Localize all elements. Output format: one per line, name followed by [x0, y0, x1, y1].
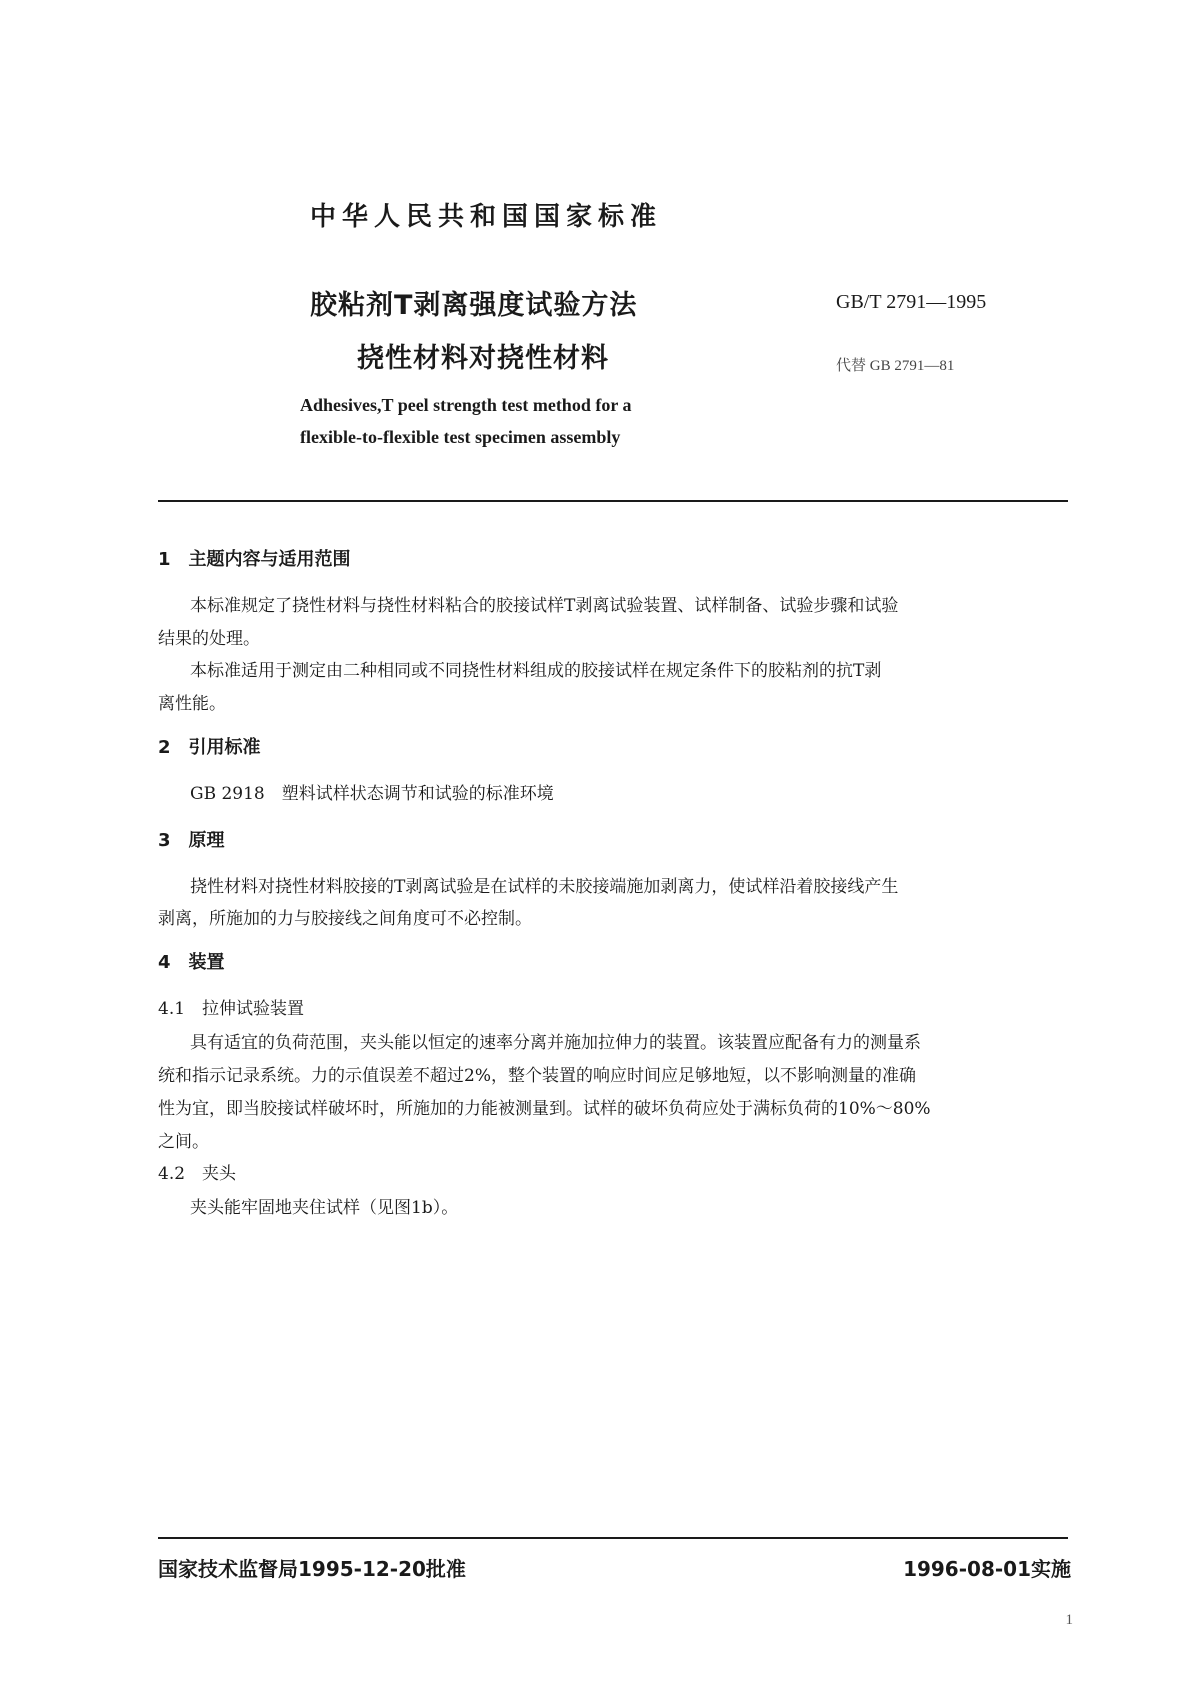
section-4-1-line-1: 具有适宜的负荷范围，夹头能以恒定的速率分离并施加拉伸力的装置。该装置应配备有力的测量系: [190, 1033, 921, 1053]
section-4-1-heading: 4.1 拉伸试验装置: [158, 999, 305, 1019]
section-4-2-heading: 4.2 夹头: [158, 1164, 237, 1184]
section-4-2-line-1: 夹头能牢固地夹住试样（见图1b）。: [190, 1198, 459, 1218]
section-4-1-line-4: 之间。: [158, 1132, 209, 1152]
section-3-paragraph-line-1: 挠性材料对挠性材料胶接的T剥离试验是在试样的未胶接端施加剥离力，使试样沿着胶接线产生: [190, 877, 899, 897]
title-en-line-2: flexible-to-flexible test specimen assembly: [300, 427, 621, 447]
title-en-line-1: Adhesives,T peel strength test method for a: [300, 395, 632, 415]
section-4-heading: 4 装置: [158, 952, 225, 973]
section-3-heading: 3 原理: [158, 830, 225, 851]
approval-date: 国家技术监督局1995-12-20批准: [158, 1557, 466, 1581]
section-3-paragraph-line-2: 剥离，所施加的力与胶接线之间角度可不必控制。: [158, 909, 532, 929]
section-1-heading: 1 主题内容与适用范围: [158, 549, 351, 570]
section-4-1-line-2: 统和指示记录系统。力的示值误差不超过2%，整个装置的响应时间应足够地短，以不影响测量的准确: [158, 1066, 916, 1086]
section-2-heading: 2 引用标准: [158, 737, 261, 758]
standard-number: GB/T 2791—1995: [836, 291, 987, 313]
section-2-reference: GB 2918 塑料试样状态调节和试验的标准环境: [190, 784, 554, 804]
title-cn-line-1: 胶粘剂T剥离强度试验方法: [310, 290, 638, 321]
bottom-divider: [158, 1537, 1068, 1539]
title-cn-line-2: 挠性材料对挠性材料: [357, 343, 609, 374]
top-divider: [158, 500, 1068, 502]
replaces-standard: 代替 GB 2791—81: [836, 358, 955, 374]
section-1-paragraph-2-line-1: 本标准适用于测定由二种相同或不同挠性材料组成的胶接试样在规定条件下的胶粘剂的抗T剥: [190, 661, 882, 681]
section-1-paragraph-1-line-1: 本标准规定了挠性材料与挠性材料粘合的胶接试样T剥离试验装置、试样制备、试验步骤和试验: [190, 596, 899, 616]
section-4-1-line-3: 性为宜，即当胶接试样破坏时，所施加的力能被测量到。试样的破坏负荷应处于满标负荷的10%～80%: [158, 1099, 931, 1119]
effective-date: 1996-08-01实施: [903, 1557, 1071, 1581]
section-1-paragraph-2-line-2: 离性能。: [158, 694, 226, 714]
section-1-paragraph-1-line-2: 结果的处理。: [158, 629, 260, 649]
page-number: 1: [1065, 1612, 1073, 1628]
document-header-organization: 中华人民共和国国家标准: [310, 202, 663, 232]
